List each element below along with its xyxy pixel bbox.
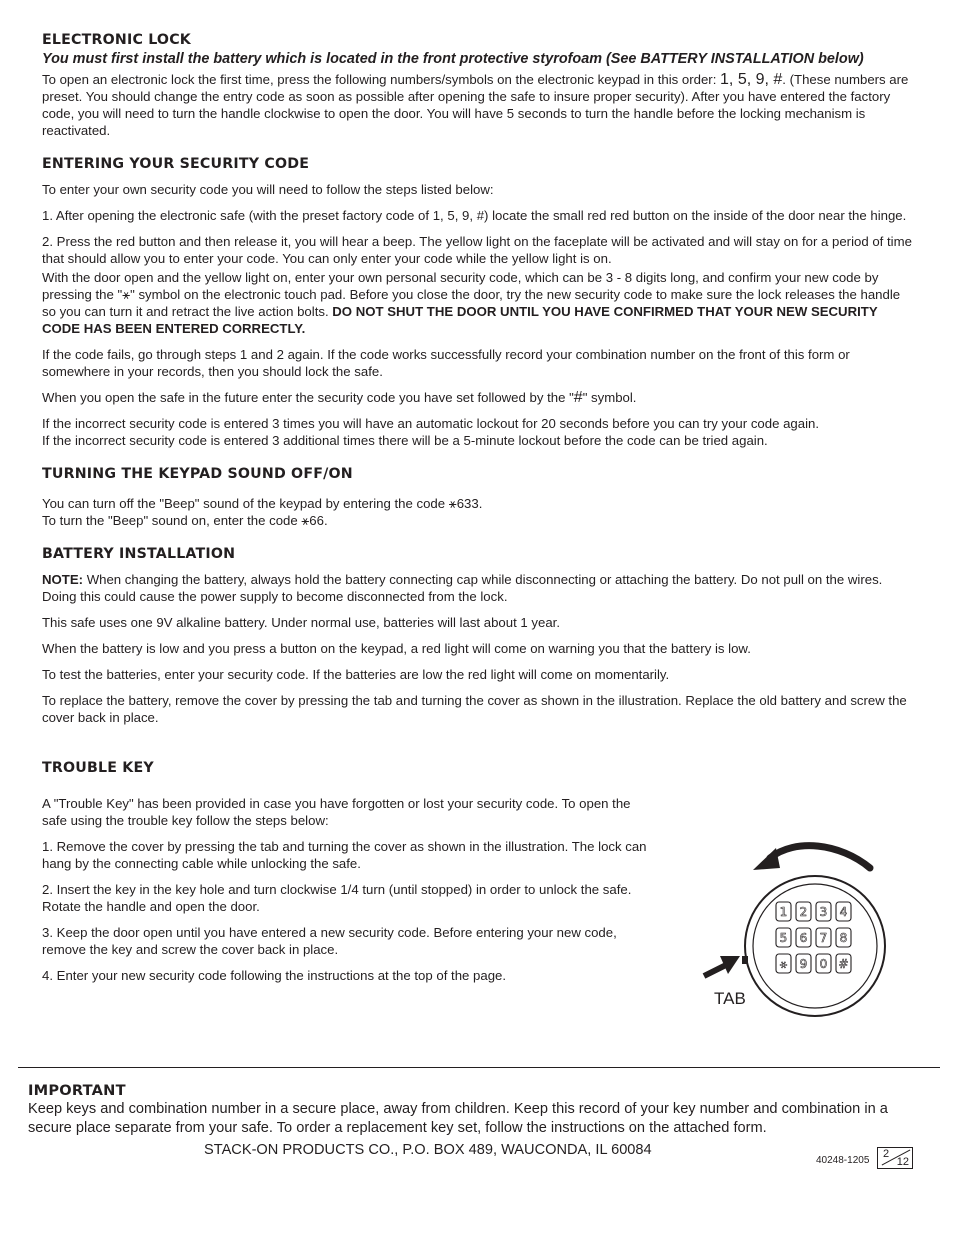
keypad-illustration <box>700 838 890 1018</box>
text-run: To open an electronic lock the first time, press the following numbers/symbols on the electronic keypad in this order: <box>42 72 721 87</box>
keypad-key-label: 1 <box>779 905 788 919</box>
important-text: Keep keys and combination number in a secure place, away from children. Keep this record of your key number and combination in a secure place separate from your safe. To order a replacement key set, follow the instructions on the attached form. <box>28 1101 888 1136</box>
section-title: TURNING THE KEYPAD SOUND OFF/ON <box>42 466 353 482</box>
text-run: To turn the "Beep" sound on, enter the code <box>42 513 302 528</box>
divider <box>18 1067 940 1068</box>
factory-code: 1, 5, 9, # <box>720 71 783 88</box>
keypad-key-label: 5 <box>779 931 788 945</box>
text-run: If the incorrect security code is entered 3 additional times there will be a 5-minute lockout before the code can be tried again. <box>42 433 768 448</box>
paragraph <box>42 415 916 449</box>
section-title: IMPORTANT <box>28 1082 126 1099</box>
page-total: 12 <box>896 1156 909 1168</box>
section-title: ENTERING YOUR SECURITY CODE <box>42 156 310 172</box>
warning-text: DO NOT SHUT THE DOOR UNTIL YOU HAVE CONFIRMED THAT YOUR NEW SECURITY CODE HAS BEEN ENTERED CORRECTLY. <box>42 304 878 336</box>
paragraph: 2. Press the red button and then release it, you will hear a beep. The yellow light on the faceplate will be activated and will stay on for a period of time that should allow you to enter your code. You can only enter your code while the yellow light is on. <box>42 234 912 266</box>
text-run: 66. <box>309 513 328 528</box>
hash-symbol: # <box>573 389 583 406</box>
paragraph <box>42 269 916 337</box>
paragraph: A "Trouble Key" has been provided in case you have forgotten or lost your security code. To open the safe using the trouble key follow the steps below: <box>42 796 631 828</box>
paragraph: 2. Insert the key in the key hole and turn clockwise 1/4 turn (until stopped) in order to unlock the safe. Rotate the handle and open the door. <box>42 882 632 914</box>
paragraph <box>42 571 916 605</box>
lead-text: You must first install the battery which is located in the front protective styrofoam (See BATTERY INSTALLATION below) <box>42 51 864 67</box>
rotation-arrow <box>770 846 870 868</box>
paragraph: 1. After opening the electronic safe (with the preset factory code of 1, 5, 9, #) locate the small red red button on the inside of the door near the hinge. <box>42 208 907 223</box>
text-run: With the door open and the yellow light on, enter your own personal security code, which can be 3 - 8 digits long, and confirm your new code by pressing the " <box>42 270 879 302</box>
keypad-key-label: 0 <box>819 957 828 971</box>
keypad-key-label: ⚹ <box>779 957 788 971</box>
battery-section <box>42 546 916 726</box>
text-run: If the incorrect security code is entered 3 times you will have an automatic lockout for 20 seconds before you can try your code again. <box>42 416 820 431</box>
star-symbol: ⚹ <box>301 513 310 528</box>
text-run: When changing the battery, always hold the battery connecting cap while disconnecting or attaching the battery. Do not pull on the wires. Doing this could cause the power supply to become disconnected from the lock. <box>42 572 883 604</box>
keypad-sound-section <box>42 466 916 529</box>
paragraph: When the battery is low and you press a button on the keypad, a red light will come on warning you that the battery is low. <box>42 641 751 656</box>
paragraph: To replace the battery, remove the cover by pressing the tab and turning the cover as shown in the illustration. Replace the old battery and screw the cover back in place. <box>42 693 907 725</box>
paragraph <box>42 495 916 529</box>
note-label: NOTE: <box>42 572 84 587</box>
text-run: " symbol. <box>582 390 637 405</box>
lock-cover <box>745 876 885 1016</box>
paragraph: To enter your own security code you will need to follow the steps listed below: <box>42 182 494 197</box>
paragraph: This safe uses one 9V alkaline battery. Under normal use, batteries will last about 1 year. <box>42 615 561 630</box>
section-title: BATTERY INSTALLATION <box>42 546 236 562</box>
keypad-key-label: 4 <box>839 905 848 919</box>
keypad-key-label: 2 <box>799 905 808 919</box>
paragraph: If the code fails, go through steps 1 and 2 again. If the code works successfully record your combination number on the front of this form or somewhere in your records, then you should lock the safe. <box>42 347 850 379</box>
text-run: When you open the safe in the future enter the security code you have set followed by the " <box>42 390 574 405</box>
document-number: 40248-1205 <box>816 1155 870 1166</box>
text-run: 633. <box>456 496 483 511</box>
paragraph: 1. Remove the cover by pressing the tab and turning the cover as shown in the illustration. The lock can hang by the connecting cable while unlocking the safe. <box>42 839 647 871</box>
paragraph <box>42 71 916 139</box>
keypad-grid <box>776 902 851 973</box>
page-number: 2 <box>883 1148 890 1160</box>
security-code-section <box>42 156 916 449</box>
keypad-key-label: # <box>838 957 849 971</box>
tab-marker <box>742 956 748 964</box>
keypad-key-label: 6 <box>799 931 808 945</box>
keypad-key-label: 7 <box>819 931 828 945</box>
keypad-key-label: 8 <box>839 931 848 945</box>
important-section <box>28 1081 928 1138</box>
section-title: ELECTRONIC LOCK <box>42 32 192 48</box>
text-run: . (These numbers are preset. You should change the entry code as soon as possible after opening the safe to insure proper security). After you have entered the factory code, you will need to turn the handle clockwise to open the door. You will have 5 seconds to turn the handle before the locking mechanism is reactivated. <box>42 72 909 138</box>
paragraph: 4. Enter your new security code following the instructions at the top of the page. <box>42 968 507 983</box>
text-run: " symbol on the electronic touch pad. Before you close the door, try the new security code to make sure the lock releases the handle so you can turn it and retract the live action bolts. <box>42 287 901 319</box>
paragraph: 3. Keep the door open until you have entered a new security code. Before entering your new code, remove the key and screw the cover back in place. <box>42 925 617 957</box>
section-title: TROUBLE KEY <box>42 760 154 776</box>
tab-label: TAB <box>714 989 746 1008</box>
rotation-arrow-head <box>753 848 780 870</box>
keypad-key-label: 9 <box>799 957 808 971</box>
page-number-box <box>877 1147 913 1169</box>
paragraph: To test the batteries, enter your security code. If the batteries are low the red light will come on momentarily. <box>42 667 670 682</box>
trouble-key-steps <box>42 795 657 984</box>
star-symbol: ⚹ <box>448 496 457 511</box>
keypad-key-label: 3 <box>819 905 828 919</box>
lock-cover-inner <box>753 884 877 1008</box>
text-run: You can turn off the "Beep" sound of the keypad by entering the code <box>42 496 449 511</box>
company-address: STACK-ON PRODUCTS CO., P.O. BOX 489, WAUCONDA, IL 60084 <box>204 1142 652 1158</box>
electronic-lock-section <box>42 32 916 139</box>
paragraph <box>42 389 916 406</box>
star-symbol: ⚹ <box>122 287 131 302</box>
